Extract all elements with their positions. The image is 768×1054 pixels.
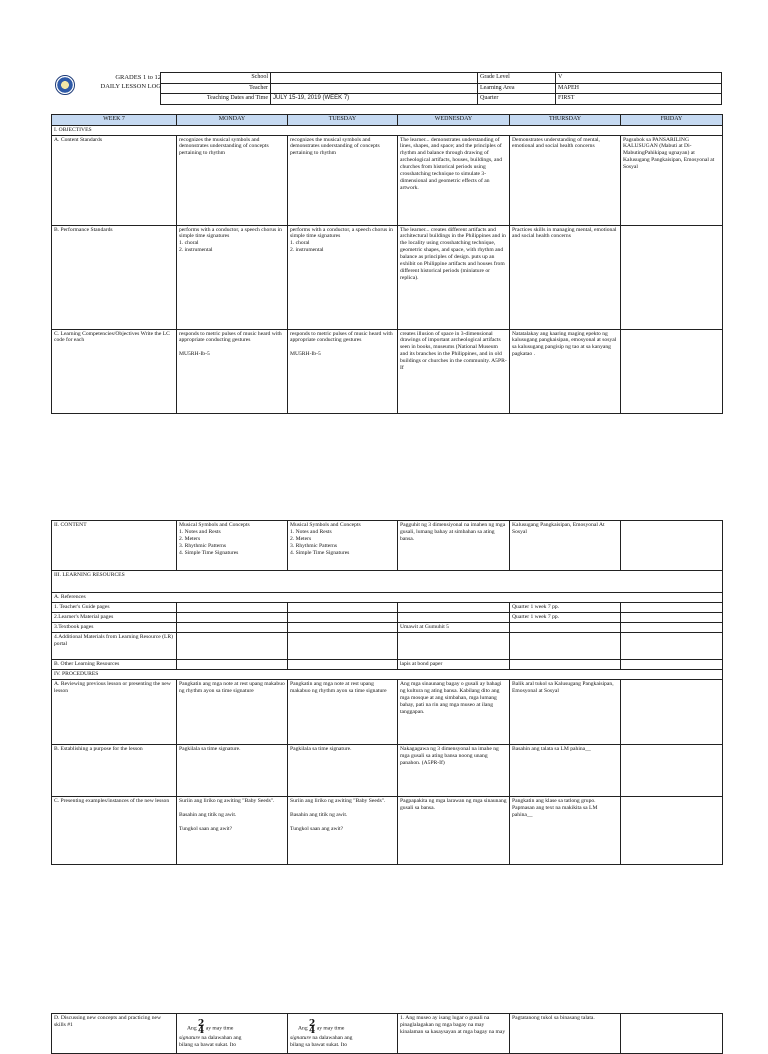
content-standards-label: A. Content Standards: [52, 135, 177, 225]
purpose-thu: Basahin ang talata sa LM pahina__: [510, 744, 621, 796]
time-sig-top: 2: [309, 1019, 316, 1029]
school-value: [271, 73, 478, 84]
grade-level-value: V: [556, 73, 722, 84]
discussing-wed: 1. Ang museo ay isang lugar o gusali na pinaglalagakan ng mga bagay na may kinalaman sa kasaysayan at mga bagay na may: [398, 1014, 510, 1054]
objectives-table: [51, 114, 723, 414]
competencies-thu: Natatalakay ang kaaring maging epekto ng kalusugang pangkaisipan, emosyonal at sosyal sa kalusugang pangisip ng tao at sa kanyang pagkatao .: [510, 329, 621, 413]
competencies-label: C. Learning Competencies/Objectives Write the LC code for each: [52, 329, 177, 413]
content-standards-thu: Demonstrates understanding of mental, emotional and social health concerns: [510, 135, 621, 225]
discussing-mon: [177, 1014, 288, 1054]
competencies-mon: responds to metric pulses of music heard with appropriate conducting gestures MU5RH-Ib-5: [179, 330, 282, 358]
discussing-mon-line3: bilang sa bawat sukat. Ito: [179, 1042, 237, 1049]
examples-thu: Pangkatin ang klase sa tatlong grupo. Papmasan ang text na makikita sa LM pahina__: [510, 796, 621, 864]
discussing-label: D. Discussing new concepts and practicing new skills #1: [52, 1014, 177, 1054]
textbook-wed: Umawit at Gumuhit 5: [398, 622, 510, 632]
content-wed: Pagguhit ng 3 dimensiyonal na imahen ng mga gusali, lumang bahay at simbahan sa ating bansa.: [398, 521, 510, 571]
dll-title: [66, 74, 161, 92]
col-friday: FRIDAY: [621, 115, 723, 126]
grade-level-label: Grade Level: [478, 73, 556, 84]
content-standards-tue: recognizes the musical symbols and demonstrates understanding of concepts pertaining to rhythm: [288, 135, 398, 225]
time-signature-icon: [198, 1021, 204, 1035]
content-mon: Musical Symbols and Concepts 1. Notes and Rests 2. Meters 3. Rhythmic Patterns 4. Simple Time Signatures: [179, 522, 250, 556]
purpose-label: B. Establishing a purpose for the lesson: [52, 744, 177, 796]
reviewing-label: A. Reviewing previous lesson or presenting the new lesson: [52, 679, 177, 744]
school-label: School: [161, 73, 271, 84]
content-standards-wed: The learner... demonstrates understanding of lines, shapes, and space; and the principles of rhythm and balance through drawing of archeological artifacts, houses, buildings, and churches from historical periods using crosshatching technique to simulate 3-dimensional and geometric effects of an artwork.: [398, 135, 510, 225]
reviewing-tue: Pangkatin ang mga note at rest upang makabuo ng rhythm ayon sa time signature: [288, 679, 398, 744]
resources-heading: III. LEARNING RESOURCES: [52, 571, 723, 593]
discussing-tue-line3: bilang sa bawat sukat. Ito: [290, 1042, 348, 1049]
discussing-tue-suffix: ay may time: [316, 1025, 345, 1032]
performance-standards-tue: performs with a conductor, a speech chorus in simple time signatures 1. choral 2. instrumental: [290, 226, 393, 254]
competencies-fri: [621, 329, 723, 413]
quarter-value: FIRST: [556, 94, 722, 105]
purpose-wed: Nakagagawa ng 3 dimensyonal na imahe ng mga gusali sa ating bansa noong unang panahon. (A5PR-If): [398, 744, 510, 796]
discussing-mon-line2a: signature: [179, 1035, 200, 1042]
discussing-tue-prefix: Ang: [298, 1025, 308, 1032]
content-thu: Kalusugang Pangkaisipan, Emosyonal At Sosyal: [510, 521, 621, 571]
title-line1: GRADES 1 to 12: [115, 74, 161, 81]
content-label: II. CONTENT: [52, 521, 177, 571]
performance-standards-fri: [621, 225, 723, 329]
col-wednesday: WEDNESDAY: [398, 115, 510, 126]
discussing-tue-line2a: signature: [290, 1035, 311, 1042]
performance-standards-wed: The learner... creates different artifacts and architectural buildings in the Philippines and in the locality using crosshatching technique, geometric shapes, and space, with rhythm and balance as principles of design. puts up an exhibit on Philippine artifacts and houses from different historical periods (miniature or replica).: [398, 225, 510, 329]
col-tuesday: TUESDAY: [288, 115, 398, 126]
col-thursday: THURSDAY: [510, 115, 621, 126]
title-line2: DAILY LESSON LOG: [100, 82, 161, 90]
learner-material-thu: Quarter 1 week 7 pp.: [510, 612, 621, 622]
time-sig-top: 2: [198, 1019, 205, 1029]
dates-value: JULY 15-19, 2019 (WEEK 7): [271, 94, 478, 105]
reviewing-mon: Pangkatin ang mga note at rest upang makabuo ng rhythm ayon sa time signature: [177, 679, 288, 744]
content-fri: [621, 521, 723, 571]
content-standards-fri: Pagsubok sa PANSARILING KALUSUGAN (Mabuti at Di-MabutingPahikipag ugnayan) at Kalusugang Pangkaisipan, Emosyonal at Sosyal: [621, 135, 723, 225]
performance-standards-thu: Practices skills in managing mental, emotional and social health concerns: [510, 225, 621, 329]
learning-area-value: MAPEH: [556, 83, 722, 94]
teacher-value: [271, 83, 478, 94]
examples-label: C. Presenting examples/instances of the new lesson: [52, 796, 177, 864]
performance-standards-mon: performs with a conductor, a speech chorus in simple time signatures 1. choral 2. instrumental: [179, 226, 282, 254]
competencies-tue: responds to metric pulses of music heard with appropriate conducting gestures MU5RH-Ib-5: [290, 330, 393, 358]
teacher-guide-thu: Quarter 1 week 7 pp.: [510, 602, 621, 612]
col-monday: MONDAY: [177, 115, 288, 126]
reviewing-thu: Balik aral tukol sa Kalusugang Pangkaisipan, Emosyonal at Sosyal: [510, 679, 621, 744]
other-resources-wed: lapis at bond paper: [398, 659, 510, 669]
learner-material-label: 2.Learner's Material pages: [52, 612, 177, 622]
discussing-tue: [288, 1014, 398, 1054]
time-signature-icon: [309, 1021, 315, 1035]
discussing-thu: Pagtatanong tukol sa binasang talata.: [510, 1014, 621, 1054]
header-info-table: [160, 72, 722, 105]
discussing-table: [51, 1013, 723, 1054]
content-tue: Musical Symbols and Concepts 1. Notes and Rests 2. Meters 3. Rhythmic Patterns 4. Simple Time Signatures: [290, 522, 361, 556]
learning-area-label: Learning Area: [478, 83, 556, 94]
reviewing-wed: Ang mga sinaunang bagay o gusali ay bahagi ng kultura ng ating bansa. Kabilang dito ang mga mosque at ang simbahan, mga lumang bahay, pati na rin ang mga museo at ilang tanggapan.: [398, 679, 510, 744]
competencies-wed: creates illusion of space in 3-dimensional drawings of important archeological artifacts seen in books, museums (National Museum and its branches in the Philippines, and in old buildings or churches in the community. A5PR-If: [398, 329, 510, 413]
additional-materials-label: 4.Additional Materials from Learning Resource (LR) portal: [52, 632, 177, 659]
col-week: WEEK 7: [52, 115, 177, 126]
time-sig-bottom: 4: [198, 1026, 205, 1037]
examples-mon: Suriin ang liriko ng awiting "Baby Seeds". Basahin ang titik ng awit. Tungkol saan ang awit?: [179, 797, 275, 832]
content-procedures-table: [51, 520, 723, 865]
teacher-label: Teacher: [161, 83, 271, 94]
other-resources-label: B. Other Learning Resources: [52, 659, 177, 669]
dates-label: Teaching Dates and Time: [161, 94, 271, 105]
procedures-heading: IV. PROCEDURES: [52, 669, 723, 679]
discussing-mon-suffix: ay may time: [205, 1025, 234, 1032]
references-label: A. References: [52, 593, 723, 603]
discussing-mon-prefix: Ang: [187, 1025, 197, 1032]
time-sig-bottom: 4: [309, 1026, 316, 1037]
purpose-tue: Pagkilala sa time signature.: [288, 744, 398, 796]
purpose-mon: Pagkilala sa time signature.: [177, 744, 288, 796]
content-standards-mon: recognizes the musical symbols and demonstrates understanding of concepts pertaining to rhythm: [177, 135, 288, 225]
performance-standards-label: B. Performance Standards: [52, 225, 177, 329]
discussing-mon-line2b: na dalawahan ang: [201, 1035, 242, 1042]
textbook-label: 3.Textbook pages: [52, 622, 177, 632]
teacher-guide-label: 1. Teacher's Guide pages: [52, 602, 177, 612]
discussing-tue-line2b: na dalawahan ang: [312, 1035, 353, 1042]
examples-wed: Pagpapakita ng mga larawan ng mga sinaunang gusali sa bansa.: [398, 796, 510, 864]
quarter-label: Quarter: [478, 94, 556, 105]
objectives-heading: I. OBJECTIVES: [52, 125, 723, 135]
examples-tue: Suriin ang liriko ng awiting "Baby Seeds". Basahin ang titik ng awit. Tungkol saan ang awit?: [290, 797, 386, 832]
